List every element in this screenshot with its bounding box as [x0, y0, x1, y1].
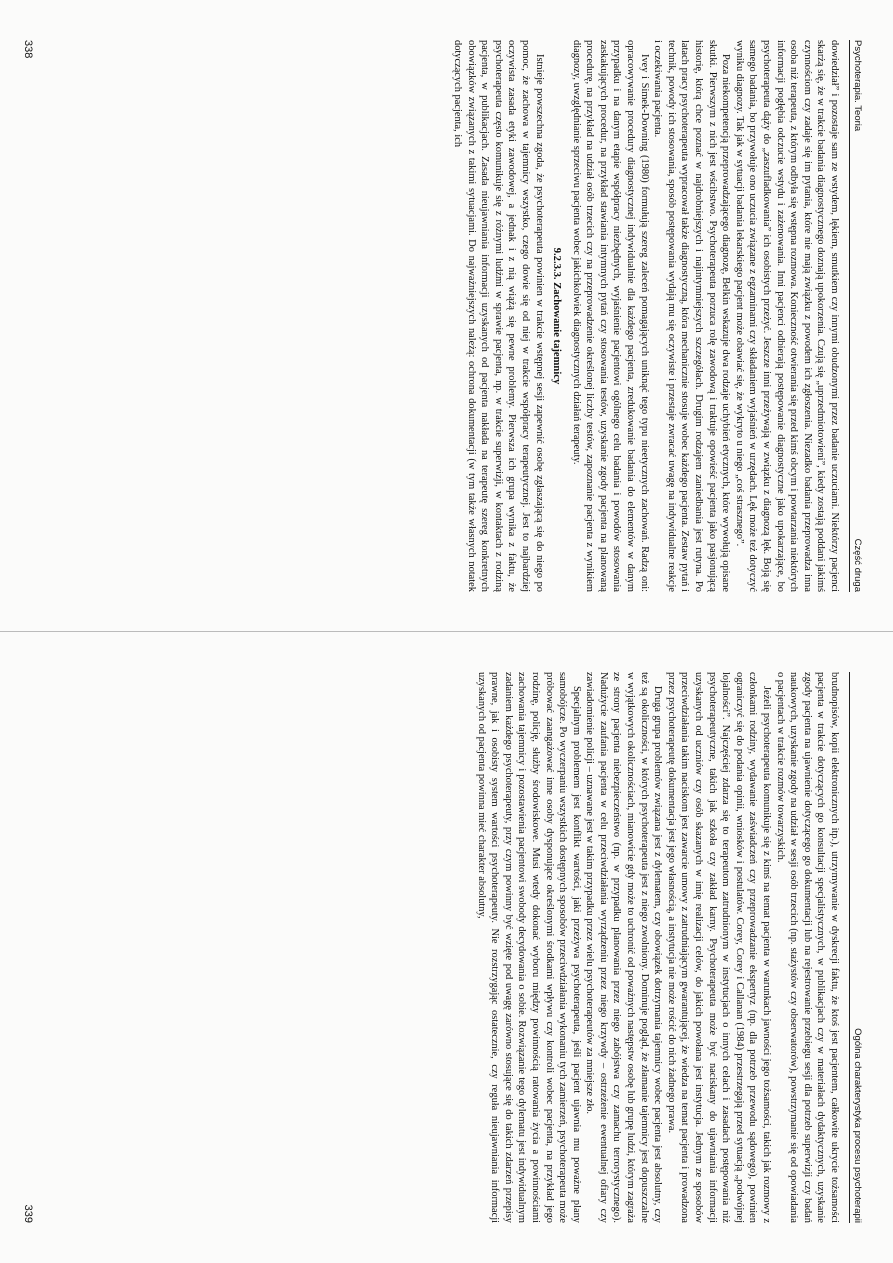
paragraph: Specjalnym problemem jest konflikt wartości, jaki przeżywa psychoterapeuta, jeśli pacjent ujawnia mu poważne plany samobójcze. Po wyczerpaniu wszystkich dostępnych sposobów przeciwdziałania wykonaniu tych zamierzeń, psychoterapeuta może próbować zaangażować inne osoby dysponujące określonymi środkami wpływu czy kontroli wobec pacjenta, na przykład jego rodzinę, policję, służby środowiskowe. Musi wtedy dokonać wyboru między powinnością ratowania życia a powinnościami zachowania tajemnicy i pozostawienia pacjentowi swobody decydowania o sobie. Rozwiązanie tego dylematu jest indywidualnym zadaniem każdego psychoterapeuty, przy czym powinny być wzięte pod uwagę zarówno stosujące się do takich zdarzeń przepisy prawne, jak i osobisty system wartości psychoterapeuty. Nie rozstrzygając ostatecznie, czy reguła nieujawniania informacji uzyskanych od pacjenta powinna mieć charakter absolutny,	[475, 672, 582, 1223]
paragraph: Ivey i Simek-Downing (1980) formułują szereg zaleceń pomagających uniknąć tego typu nieetycznych zachowań. Radzą oni: opracowywanie procedury diagnostycznej indywidualnie dla każdego pacjenta, zredukowanie badania do elementów w danym przypadku i na danym etapie współpracy niezbędnych, wyjaśnienie pacjentowi ogólnego celu badania i powodów stosowania zaskakujących procedur, na przykład stawiania intymnych pytań czy stosowania testów, uzyskanie zgody pacjenta na planowaną procedurę, na przykład na udział osób trzecich czy na przeprowadzenie określonej liczby testów, zapoznanie pacjenta z wynikiem diagnozy, uwzględnianie sprzeciwu pacjenta wobec jakichkolwiek diagnostycznych działań terapeuty.	[570, 40, 650, 592]
header-right: Część druga	[852, 538, 863, 592]
running-header	[849, 672, 863, 1223]
header-left: Psychoterapia. Teoria	[852, 40, 863, 132]
paragraph: Jeżeli psychoterapeuta komunikuje się z kimś na temat pacjenta w warunkach jawności jego tożsamości, takich jak rozmowy z członkami rodziny, wydawanie zaświadczeń czy przeprowadzanie ekspertyz (np. dla potrzeb przewodu sądowego), powinien ograniczyć się do podania opinii, wniosków i postulatów. Corey, Corey i Callanan (1984) przestrzegają przed sytuacją „podwójnej lojalności”. Najczęściej zdarza się to terapeutom zatrudnionym w instytucjach o innych celach i zasadach postępowania niż psychoterapeutyczne, takich jak szkoła czy zakład karny. Psychoterapeuta może być naciskany do ujawniania informacji uzyskanych od uczniów czy osób skazanych w imię realizacji celów, do jakich powołana jest instytucja. Jednym ze sposobów przeciwdziałania takim naciskom jest zawarcie umowy z zatrudniającym gwarantującej, że wiedza na temat pacjenta i prowadzona przez psychoterapeutę dokumentacja jest jego własnością, a instytucja nie może rościć do nich żadnego prawa.	[665, 672, 773, 1223]
paragraph: dowiedział” i pozostaje sam ze wstydem, lękiem, smutkiem czy innymi obudzonymi przez badanie uczuciami. Niektórzy pacjenci skarżą się, że w trakcie badania diagnostycznego doznają upokorzenia. Czują się „uprzedmiotowieni”, kiedy zostają poddani jakimś czynnościom czy zadaje się im pytania, które nie mają związku z powodem ich zgłoszenia. Niezadko badania przeprowadza inna osoba niż terapeuta, z którym odbyła się wstępna rozmowa. Konieczność otwierania się przed kimś obcym i powtarzania niektórych informacji pogłębia odczucie wstydu i zażenowania. Inni pacjenci odbierają postępowanie diagnostyczne jako upokarzające, bo psychoterapeuta dąży do „zaszufladkowania” ich osobistych przeżyć. Jeszcze inni przeżywają w związku z diagnozą lęk. Boją się samego badania, bo przywołuje ono uczucia związane z egzaminami czy składaniem wyjaśnień w urzędach. Lęk może też dotyczyć wyniku diagnozy. Tak jak w sytuacji badania lekarskiego pacjent może obawiać się, że wykryto u niego „coś strasznego”.	[733, 40, 840, 592]
paragraph: Poza niekompetencją przeprowadzającego diagnozę, Belkin wskazuje dwa rodzaje uchybień etycznych, które wywołują opisane skutki. Pierwszym z nich jest wścibstwo. Psychoterapeuta porzuca rolę zawodową i traktuje opowieść pacjenta jako pasjonującą historię, którą chce poznać w najdrobniejszych i najintymniejszych szczegółach. Drugim rodzajem zaniedbania jest rutyna. Po latach pracy psychoterapeuta wypracował także diagnostyczną, która mechanicznie stosuje wobec każdego pacjenta. Zestaw pytań i technik, powody ich stosowania, sposób postępowania wydają mu się oczywiste i przestaje zwracać uwagę na indywidualne reakcje i oczekiwania pacjenta.	[652, 40, 732, 592]
paragraph: brudnopisów, kopii elektronicznych itp.), utrzymywanie w dyskrecji faktu, że ktoś jest pacjentem, całkowite ukrycie tożsamości pacjenta w trakcie dotyczących go konsultacji specjalistycznych, w publikacjach czy w materiałach dydaktycznych, uzyskanie zgody pacjenta na ujawnienie dotyczącego go dokumentacji lub na rejestrowanie przebiegu sesji dla potrzeb superwizji czy badań naukowych, uzyskanie zgody na udział w sesji osób trzecich (np. stażystów czy obserwatorów), powstrzymanie się od opowiadania o pacjentach w trakcie rozmów towarzyskich.	[774, 672, 840, 1223]
page-339	[0, 632, 893, 1263]
page-body	[52, 40, 841, 592]
running-header	[849, 40, 863, 592]
page-body	[52, 672, 841, 1223]
header-right: Ogólna charakterystyka procesu psychoterapii	[852, 1028, 863, 1223]
paragraph: Druga grupa problemów związana jest z dylematem, czy obowiązek dotrzymania tajemnicy wobec pacjenta jest absolutny, czy też są okoliczności, w których psychoterapeuta jest z niego zwolniony. Dominuje pogląd, że złamanie tajemnicy jest dopuszczalne w wyjątkowych okolicznościach, mianowicie gdy może to uchronić od poważnych następstw osobę lub grupę ludzi, którym zagraża ze strony pacjenta niebezpieczeństwo (np. w przypadku planowania przez niego zabójstwa czy zamachu terrorystycznego). Nadużycie zaufania pacjenta w celu przeciwdziałania wyrządzeniu przez niego krzywdy – ostrzeżenie ewentualnej ofiary czy zawiadomienie policji – uznawane jest w takim przypadku przez wielu psychoterapeutów za mniejsze zło.	[584, 672, 664, 1223]
page-number: 339	[22, 1204, 34, 1223]
paragraph: Istnieje powszechna zgoda, że psychoterapeuta powinien w trakcie wstępnej sesji zapewnić osobę zgłaszającą się do niego po pomoc, że zachowa w tajemnicy wszystko, czego dowie się od niej w trakcie współpracy terapeutycznej. Jest to najbardziej oczywista zasada etyki zawodowej, a jednak i z nią wiążą się pewne problemy. Pierwsza ich grupa wynika z faktu, że psychoterapeuta często komunikuje się z różnymi ludźmi w sprawie pacjenta, np. w trakcie superwizji, w kontaktach z rodziną pacjenta, w publikacjach. Zasada nieujawniania informacji uzyskanych od pacjenta nakłada na terapeutę szereg konkretnych obowiązków związanych z takimi sytuacjami. Do najważniejszych należą: ochrona dokumentacji (w tym także własnych notatek dotyczących pacjenta, ich	[451, 40, 545, 592]
section-heading: 9.2.3.3. Zachowanie tajemnicy	[551, 247, 563, 385]
page-number: 338	[22, 40, 34, 59]
